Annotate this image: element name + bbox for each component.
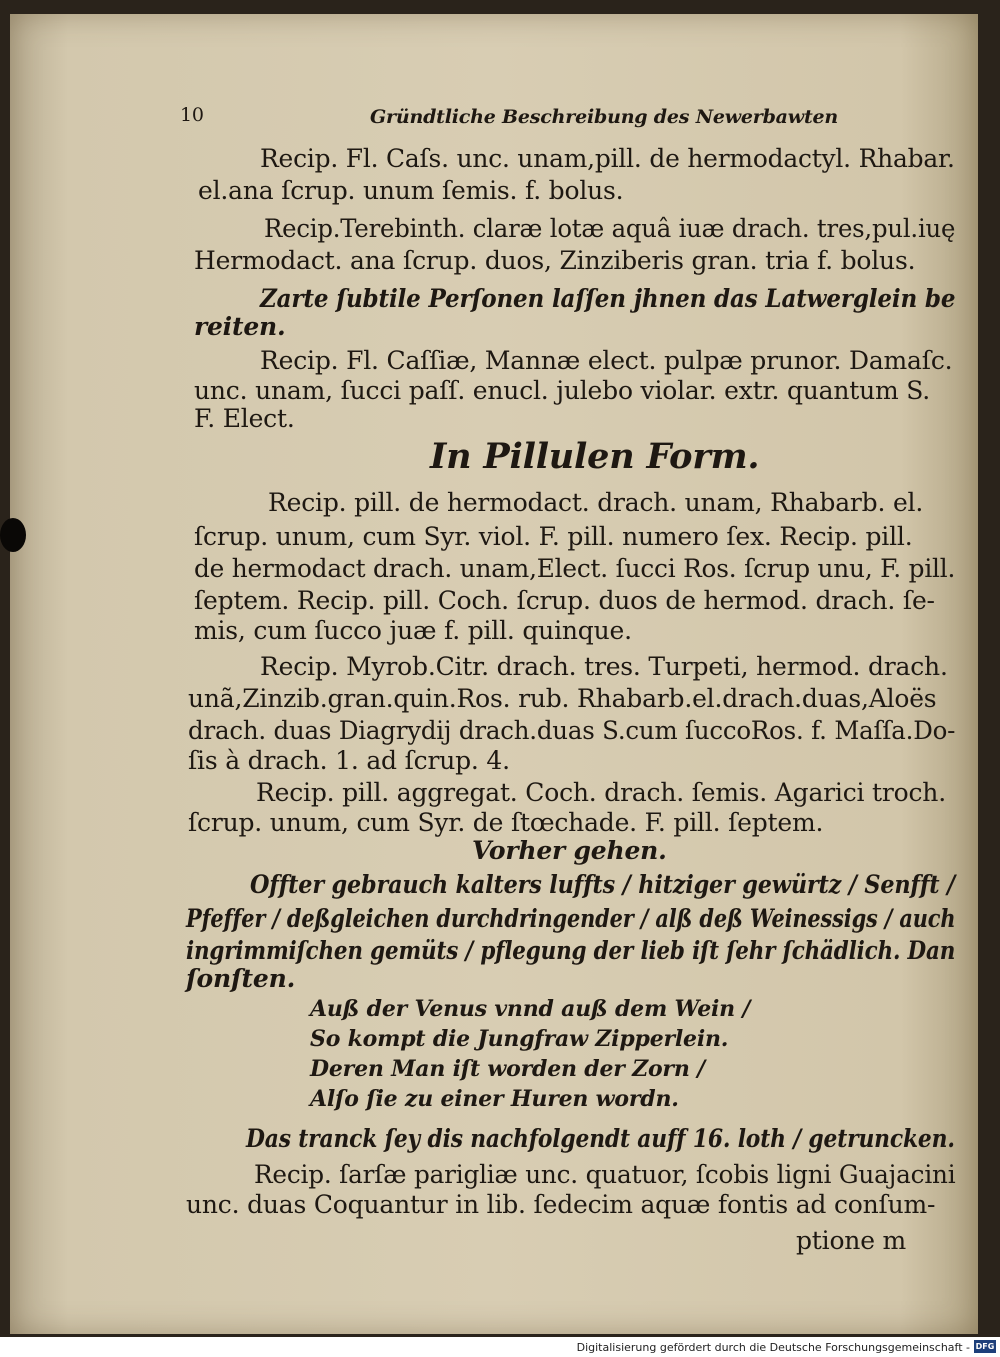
text-line: ſeptem. Recip. pill. Coch. ſcrup. duos de hermod. drach. ſe- [194, 586, 935, 615]
text-line: ſcrup. unum, cum Syr. de ſtœchade. F. pill. ſeptem. [188, 808, 824, 837]
footer-credit: Digitalisierung gefördert durch die Deutsche Forschungsgemeinschaft - [576, 1341, 970, 1354]
text-line: Hermodact. ana ſcrup. duos, Zinziberis gran. tria f. bolus. [194, 246, 916, 275]
section-heading: In Pillulen Form. [430, 436, 760, 477]
text-line: Recip. Fl. Caſſiæ, Mannæ elect. pulpæ prunor. Damaſc. [260, 346, 953, 375]
text-line: Pfeffer / deßgleichen durchdringender / alß deß Weinessigs / auch [186, 904, 956, 933]
verse-line: So kompt die Jungfraw Zipperlein. [310, 1026, 729, 1052]
text-line: drach. duas Diagrydij drach.duas S.cum ſuccoRos. f. Maſſa.Do- [188, 716, 956, 745]
binding-hole [0, 518, 26, 552]
verse-line: Auß der Venus vnnd auß dem Wein / [310, 996, 751, 1022]
text-line: unã,Zinzib.gran.quin.Ros. rub. Rhabarb.el.drach.duas,Aloës [188, 684, 937, 713]
text-line: ſis à drach. 1. ad ſcrup. 4. [188, 746, 510, 775]
verse-line: Deren Man iſt worden der Zorn / [310, 1056, 705, 1082]
dfg-logo-icon: DFG [975, 1342, 995, 1351]
page-text [10, 14, 978, 1334]
text-line: Das tranck ſey dis nachfolgendt auff 16. loth / getruncken. [246, 1124, 955, 1153]
digitization-footer [0, 1337, 1000, 1357]
text-line: Recip. pill. aggregat. Coch. drach. ſemis. Agarici troch. [256, 778, 946, 807]
text-line: Recip. ſarſæ parigliæ unc. quatuor, ſcobis ligni Guajacini [254, 1160, 956, 1189]
text-line: ingrimmiſchen gemüts / pflegung der lieb iſt ſehr ſchädlich. Dan [186, 936, 956, 965]
text-line: mis, cum ſucco juæ f. pill. quinque. [194, 616, 632, 645]
text-line: reiten. [194, 312, 286, 341]
text-line: ſonſten. [186, 964, 296, 993]
text-line: Offter gebrauch kalters luffts / hitziger gewürtz / Senfft / [250, 870, 956, 899]
text-line: Recip.Terebinth. claræ lotæ aquâ iuæ drach. tres,pul.iuę [264, 214, 956, 243]
text-line: unc. duas Coquantur in lib. ſedecim aquæ fontis ad conſum- [186, 1190, 936, 1219]
text-line: Recip. pill. de hermodact. drach. unam, Rhabarb. el. [268, 488, 924, 517]
page-number: 10 [180, 104, 204, 126]
text-line: ptione m [796, 1226, 907, 1255]
verse-line: Alſo ſie zu einer Huren wordn. [310, 1086, 679, 1112]
text-line: Recip. Myrob.Citr. drach. tres. Turpeti, hermod. drach. [260, 652, 948, 681]
text-line: unc. unam, ſucci paſſ. enucl. julebo violar. extr. quantum S. [194, 376, 931, 405]
text-line: Zarte ſubtile Perſonen laſſen jhnen das Latwerglein be [260, 284, 956, 313]
text-line: de hermodact drach. unam,Elect. ſucci Ros. ſcrup unu, F. pill. [194, 554, 956, 583]
text-line: ſcrup. unum, cum Syr. viol. F. pill. numero ſex. Recip. pill. [194, 522, 913, 551]
book-page [10, 14, 978, 1334]
text-line: F. Elect. [194, 404, 295, 433]
subheading: Vorher gehen. [472, 836, 667, 865]
text-line: el.ana ſcrup. unum ſemis. f. bolus. [198, 176, 624, 205]
text-line: Recip. Fl. Caſs. unc. unam,pill. de hermodactyl. Rhabar. [260, 144, 955, 173]
running-head: Gründtliche Beschreibung des Newerbawten [370, 106, 839, 128]
